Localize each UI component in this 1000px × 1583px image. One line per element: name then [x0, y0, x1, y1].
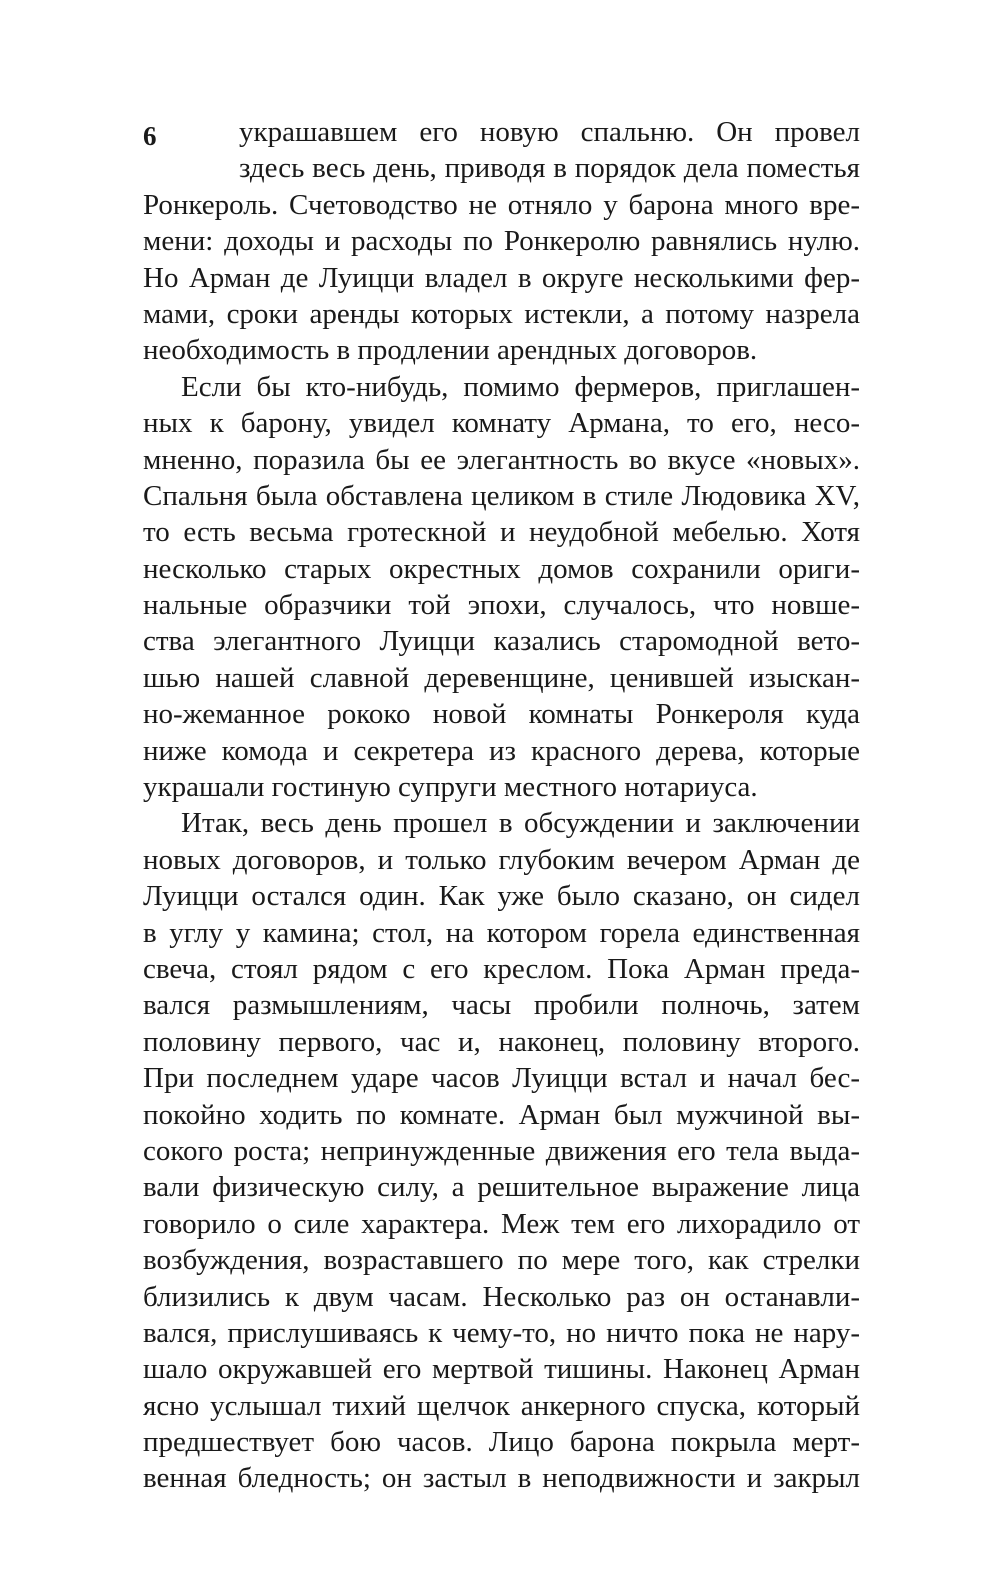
text-line: ниже комода и секретера из красного дерева, которые [143, 734, 860, 767]
text-line: половину первого, час и, наконец, половину второго. [143, 1025, 860, 1058]
text-line: Луицци остался один. Как уже было сказано, он сидел [143, 880, 860, 913]
text-line: мами, сроки аренды которых истекли, а потому назрела [143, 297, 860, 330]
text-line: предшествует бою часов. Лицо барона покрыла мерт- [143, 1426, 860, 1459]
text-line: Спальня была обставлена целиком в стиле Людовика XV, [143, 479, 860, 512]
text-line: близились к двум часам. Несколько раз он останавли- [143, 1280, 860, 1313]
text-line: ства элегантного Луицци казались старомодной вето- [143, 625, 860, 658]
text-line: то есть весьма гротескной и неудобной мебелью. Хотя [143, 516, 860, 549]
text-line: свеча, стоял рядом с его креслом. Пока Арман преда- [143, 952, 860, 985]
text-line: ясно услышал тихий щелчок анкерного спуска, который [143, 1389, 860, 1422]
text-line: украшавшем его новую спальню. Он провел [239, 116, 860, 148]
text-line: Но Арман де Луицци владел в округе несколькими фер- [143, 261, 860, 294]
text-line: говорило о силе характера. Меж тем его лихорадило от [143, 1207, 860, 1240]
text-line: Если бы кто-нибудь, помимо фермеров, приглашен- [181, 370, 860, 403]
text-line: возбуждения, возраставшего по мере того, как стрелки [143, 1244, 860, 1277]
text-line: несколько старых окрестных домов сохранили ориги- [143, 552, 860, 585]
text-line: нальные образчики той эпохи, случалось, что новше- [143, 589, 860, 622]
text-line: шало окружавшей его мертвой тишины. Наконец Арман [143, 1353, 860, 1386]
text-line: новых договоров, и только глубоким вечером Арман де [143, 843, 860, 876]
text-line: но-жеманное рококо новой комнаты Ронкероля куда [143, 698, 860, 731]
text-line: в углу у камина; стол, на котором горела единственная [143, 916, 860, 949]
text-line: сокого роста; непринужденные движения его тела выда- [143, 1134, 860, 1167]
text-line: мени: доходы и расходы по Ронкеролю равнялись нулю. [143, 225, 860, 258]
text-line: венная бледность; он застыл в неподвижности и закрыл [143, 1462, 860, 1495]
text-line: здесь весь день, приводя в порядок дела поместья [239, 152, 860, 185]
text-line: покойно ходить по комнате. Арман был мужчиной вы- [143, 1098, 860, 1131]
text-line: необходимость в продлении арендных договоров. [143, 334, 758, 367]
text-line: Ронкероль. Счетоводство не отняло у барона много вре- [143, 188, 860, 221]
text-line: вали физическую силу, а решительное выражение лица [143, 1171, 860, 1204]
text-line: ных к барону, увидел комнату Армана, то его, несо- [143, 407, 860, 440]
page-number: 6 [143, 121, 157, 151]
text-line: украшали гостиную супруги местного нотариуса. [143, 771, 758, 804]
text-line: вался размышлениям, часы пробили полночь, затем [143, 989, 860, 1022]
body-text [143, 114, 860, 1497]
text-line: мненно, поразила бы ее элегантность во вкусе «новых». [143, 443, 860, 476]
text-line: вался, прислушиваясь к чему-то, но ничто пока не нару- [143, 1316, 860, 1349]
text-line: Итак, весь день прошел в обсуждении и заключении [181, 807, 860, 840]
text-line: При последнем ударе часов Луицци встал и начал бес- [143, 1062, 860, 1095]
text-line: шью нашей славной деревенщине, ценившей изыскан- [143, 661, 860, 694]
